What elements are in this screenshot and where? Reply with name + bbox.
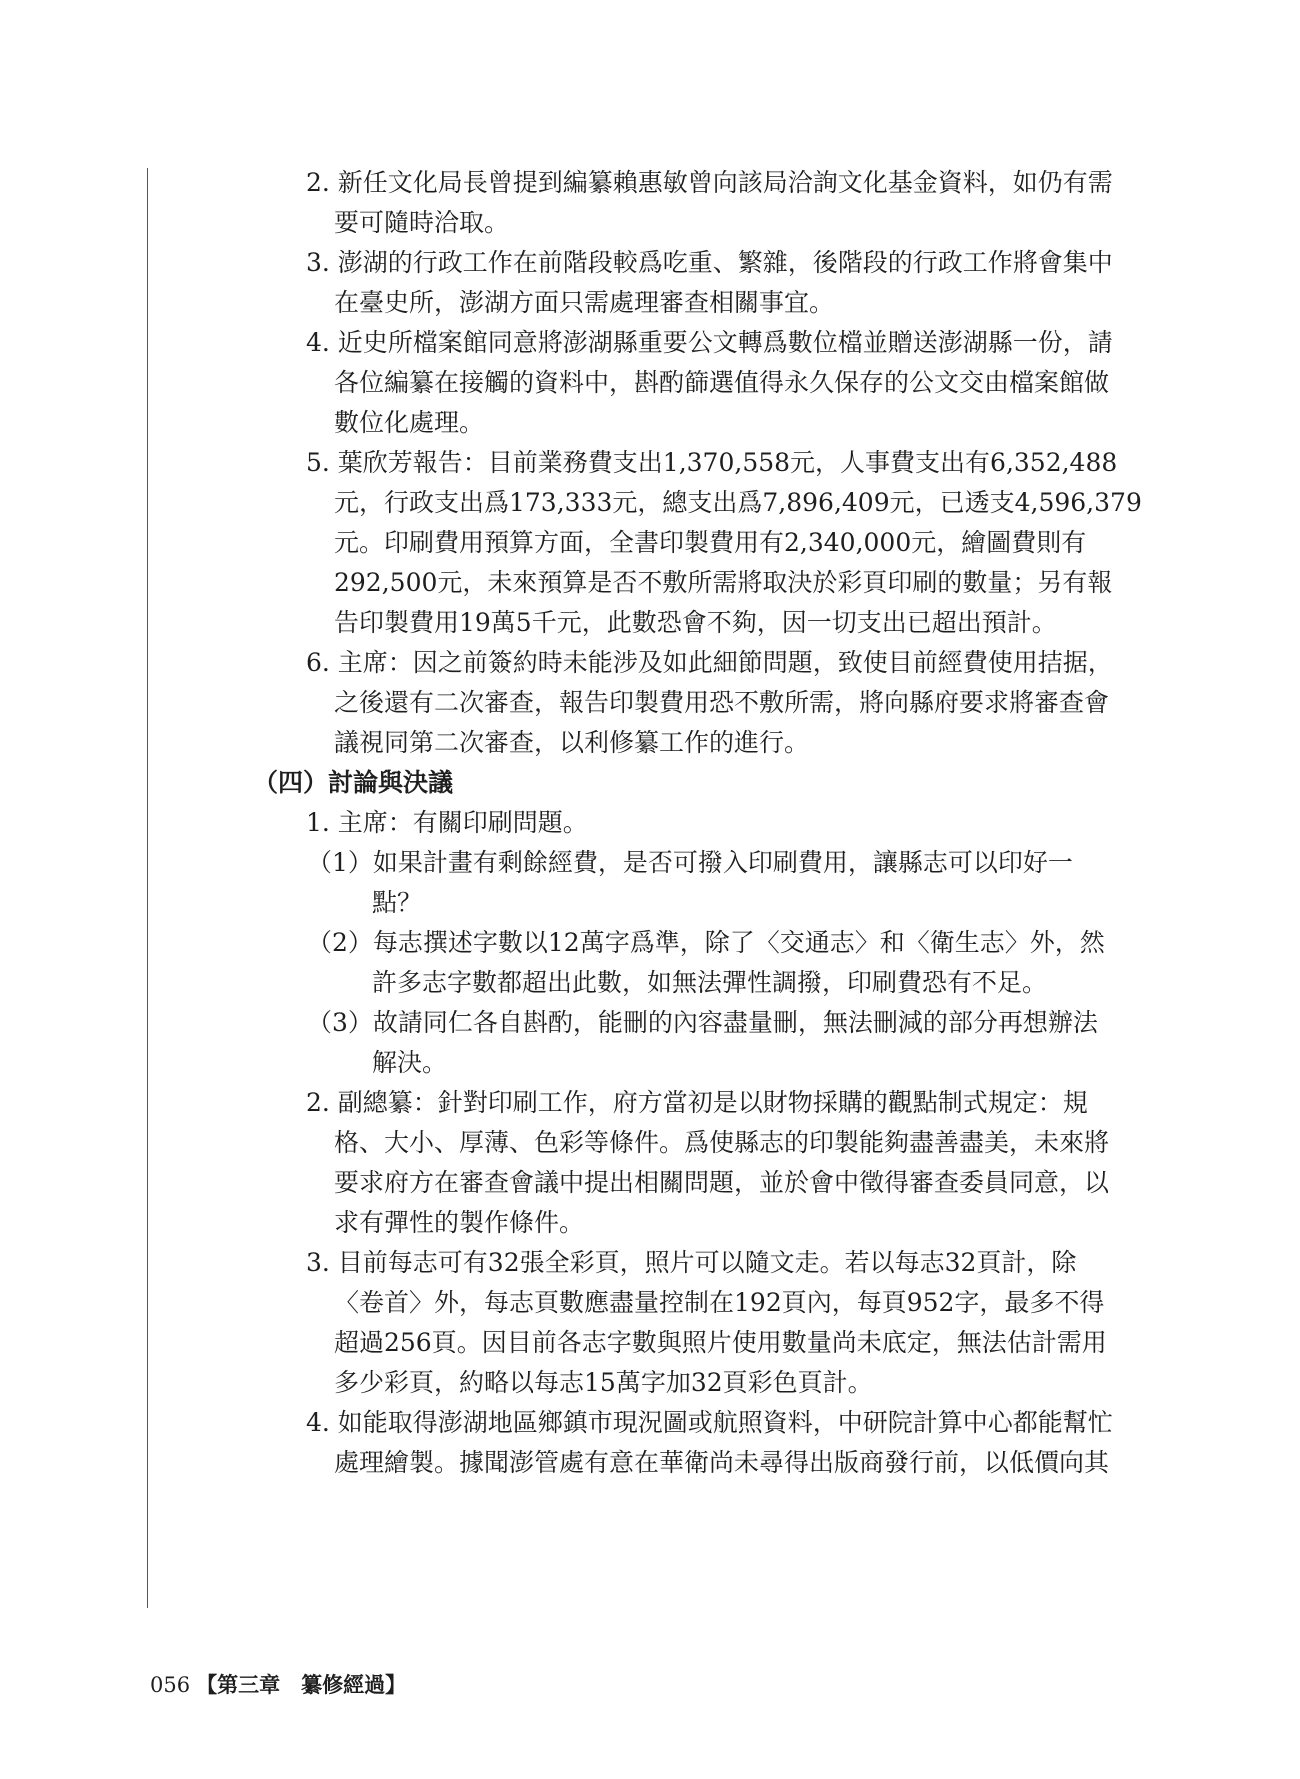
page-number: 056 <box>150 1673 191 1697</box>
resolution-2-line-1: 2. 副總纂：針對印刷工作，府方當初是以財物採購的觀點制式規定：規 <box>306 1088 1088 1117</box>
item-6-line-2: 之後還有二次審查，報告印製費用恐不敷所需，將向縣府要求將審查會 <box>334 688 1110 717</box>
item-4-line-1: 4. 近史所檔案館同意將澎湖縣重要公文轉爲數位檔並贈送澎湖縣一份，請 <box>306 328 1113 357</box>
resolution-3-line-3: 超過256頁。因目前各志字數與照片使用數量尚未底定，無法估計需用 <box>334 1328 1107 1357</box>
resolution-2-line-2: 格、大小、厚薄、色彩等條件。爲使縣志的印製能夠盡善盡美，未來將 <box>334 1128 1110 1157</box>
resolution-4-line-1: 4. 如能取得澎湖地區鄉鎮市現況圖或航照資料，中研院計算中心都能幫忙 <box>306 1408 1113 1437</box>
item-3-line-1: 3. 澎湖的行政工作在前階段較爲吃重、繁雜，後階段的行政工作將會集中 <box>306 248 1113 277</box>
item-6-line-3: 議視同第二次審查，以利修纂工作的進行。 <box>334 728 810 757</box>
item-2-line-1: 2. 新任文化局長曾提到編纂賴惠敏曾向該局洽詢文化基金資料，如仍有需 <box>306 168 1113 197</box>
sub-2-line-2: 許多志字數都超出此數，如無法彈性調撥，印刷費恐有不足。 <box>372 968 1048 997</box>
resolution-1-line-1: 1. 主席：有關印刷問題。 <box>306 808 588 837</box>
margin-rule <box>147 168 148 1608</box>
item-4-line-3: 數位化處理。 <box>334 408 485 437</box>
item-5-line-3: 元。印刷費用預算方面，全書印製費用有2,340,000元，繪圖費則有 <box>334 528 1087 557</box>
sub-1-line-2: 點？ <box>372 888 423 917</box>
item-5-line-2: 元，行政支出爲173,333元，總支出爲7,896,409元，已透支4,596,379 <box>334 488 1142 517</box>
resolution-3-line-4: 多少彩頁，約略以每志15萬字加32頁彩色頁計。 <box>334 1368 873 1397</box>
sub-1-line-1: （1）如果計畫有剩餘經費，是否可撥入印刷費用，讓縣志可以印好一 <box>307 848 1073 877</box>
sub-3-line-1: （3）故請同仁各自斟酌，能刪的內容盡量刪，無法刪減的部分再想辦法 <box>307 1008 1098 1037</box>
item-5-line-5: 告印製費用19萬5千元，此數恐會不夠，因一切支出已超出預計。 <box>334 608 1057 637</box>
resolution-3-line-1: 3. 目前每志可有32張全彩頁，照片可以隨文走。若以每志32頁計，除 <box>306 1248 1077 1277</box>
item-3-line-2: 在臺史所，澎湖方面只需處理審查相關事宜。 <box>334 288 835 317</box>
item-2-line-2: 要可隨時洽取。 <box>334 208 510 237</box>
item-5-line-1: 5. 葉欣芳報告：目前業務費支出1,370,558元，人事費支出有6,352,488 <box>306 448 1118 477</box>
resolution-4-line-2: 處理繪製。據聞澎管處有意在華衛尚未尋得出版商發行前，以低價向其 <box>334 1448 1110 1477</box>
sub-3-line-2: 解決。 <box>372 1048 448 1077</box>
item-6-line-1: 6. 主席：因之前簽約時未能涉及如此細節問題，致使目前經費使用拮据， <box>306 648 1113 677</box>
item-4-line-2: 各位編纂在接觸的資料中，斟酌篩選值得永久保存的公文交由檔案館做 <box>334 368 1110 397</box>
section-heading: （四）討論與決議 <box>253 768 454 797</box>
running-chapter-title: 【第三章 纂修經過】 <box>196 1672 407 1697</box>
item-5-line-4: 292,500元，未來預算是否不敷所需將取決於彩頁印刷的數量；另有報 <box>334 568 1113 597</box>
sub-2-line-1: （2）每志撰述字數以12萬字爲準，除了〈交通志〉和〈衛生志〉外，然 <box>307 928 1105 957</box>
resolution-2-line-4: 求有彈性的製作條件。 <box>334 1208 585 1237</box>
resolution-2-line-3: 要求府方在審查會議中提出相關問題，並於會中徵得審查委員同意，以 <box>334 1168 1110 1197</box>
resolution-3-line-2: 〈卷首〉外，每志頁數應盡量控制在192頁內，每頁952字，最多不得 <box>334 1288 1105 1317</box>
page-footer <box>150 1670 406 1700</box>
